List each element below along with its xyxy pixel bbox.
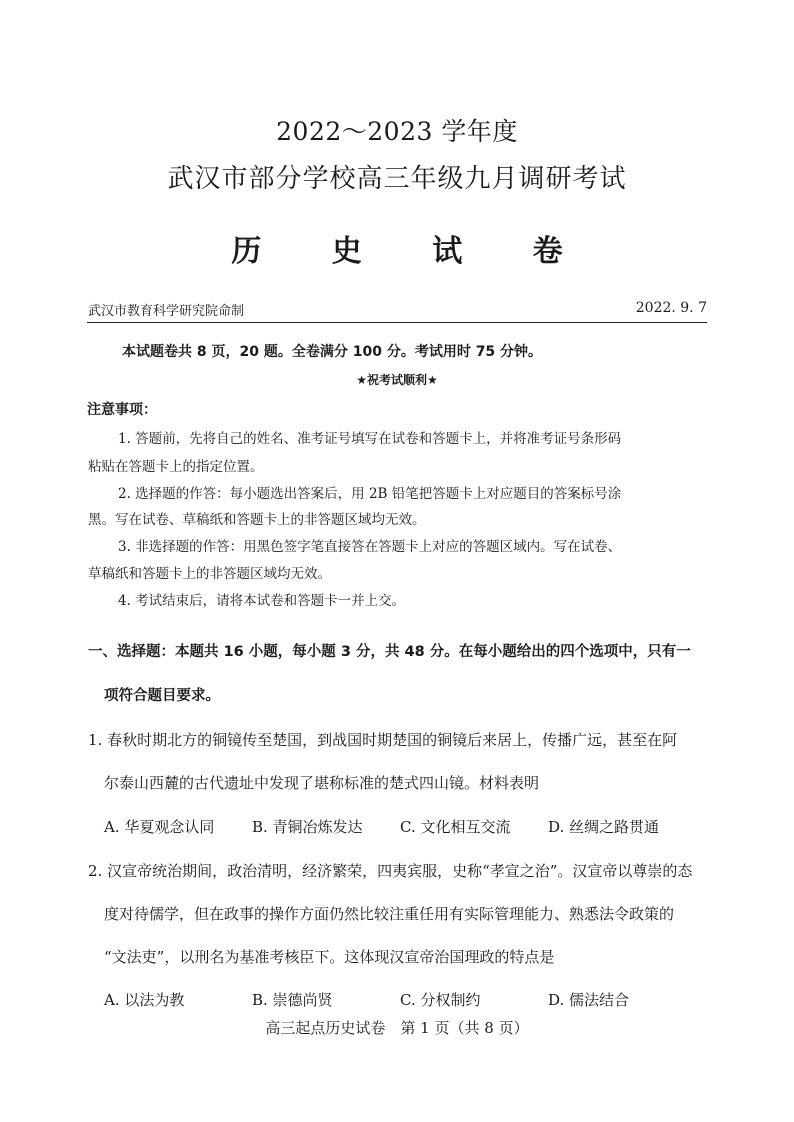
page-footer: 高三起点历史试卷 第 1 页（共 8 页） xyxy=(265,1019,529,1037)
notice-line: 草稿纸和答题卡上的非答题区域均无效。 xyxy=(88,566,331,582)
question-1-option-a: A. 华夏观念认同 xyxy=(104,818,215,836)
exam-date: 2022. 9. 7 xyxy=(635,300,707,316)
question-1-line: 1. 春秋时期北方的铜镜传至楚国，到战国时期楚国的铜镜后来居上，传播广远，甚至在阿 xyxy=(88,731,678,749)
section-heading: 一、选择题：本题共 16 小题，每小题 3 分，共 48 分。在每小题给出的四个选项中，只有一 xyxy=(88,644,691,660)
question-2-option-d: D. 儒法结合 xyxy=(548,991,630,1009)
exam-title: 武汉市部分学校高三年级九月调研考试 xyxy=(167,164,627,194)
good-luck-line: ★祝考试顺利★ xyxy=(356,373,438,387)
notice-line: 4. 考试结束后，请将本试卷和答题卡一并上交。 xyxy=(118,593,406,609)
academic-year: 2022～2023 学年度 xyxy=(276,117,518,146)
notice-line: 黑。写在试卷、草稿纸和答题卡上的非答题区域均无效。 xyxy=(88,512,426,528)
question-2-option-c: C. 分权制约 xyxy=(400,991,481,1009)
section-heading-cont: 项符合题目要求。 xyxy=(104,688,220,704)
question-2-line: 度对待儒学，但在政事的操作方面仍然比较注重任用有实际管理能力、熟悉法令政策的 xyxy=(104,905,675,923)
question-2-option-b: B. 崇德尚贤 xyxy=(252,991,333,1009)
notice-line: 粘贴在答题卡上的指定位置。 xyxy=(88,459,264,475)
notice-heading: 注意事项： xyxy=(87,402,157,418)
question-2-line: “文法吏”，以刑名为基准考核臣下。这体现汉宣帝治国理政的特点是 xyxy=(104,948,555,966)
notice-line: 1. 答题前，先将自己的姓名、准考证号填写在试卷和答题卡上，并将准考证号条形码 xyxy=(118,431,622,447)
question-2-option-a: A. 以法为教 xyxy=(104,991,185,1009)
question-2-line: 2. 汉宣帝统治期间，政治清明，经济繁荣，四夷宾服，史称“孝宣之治”。汉宣帝以尊崇的态 xyxy=(88,862,693,880)
subject-title: 历 史 试 卷 xyxy=(231,234,593,269)
question-1-line: 尔泰山西麓的古代遗址中发现了堪称标准的楚式四山镜。材料表明 xyxy=(104,774,540,792)
notice-line: 3. 非选择题的作答：用黑色签字笔直接答在答题卡上对应的答题区域内。写在试卷、 xyxy=(118,539,622,555)
question-1-option-c: C. 文化相互交流 xyxy=(400,818,511,836)
question-1-option-b: B. 青铜冶炼发达 xyxy=(252,818,363,836)
question-1-option-d: D. 丝绸之路贯通 xyxy=(548,818,660,836)
exam-intro: 本试题卷共 8 页，20 题。全卷满分 100 分。考试用时 75 分钟。 xyxy=(122,344,543,360)
notice-line: 2. 选择题的作答：每小题选出答案后，用 2B 铅笔把答题卡上对应题目的答案标号涂 xyxy=(118,486,622,502)
publisher: 武汉市教育科学研究院命制 xyxy=(88,304,245,319)
header-divider xyxy=(87,322,707,323)
